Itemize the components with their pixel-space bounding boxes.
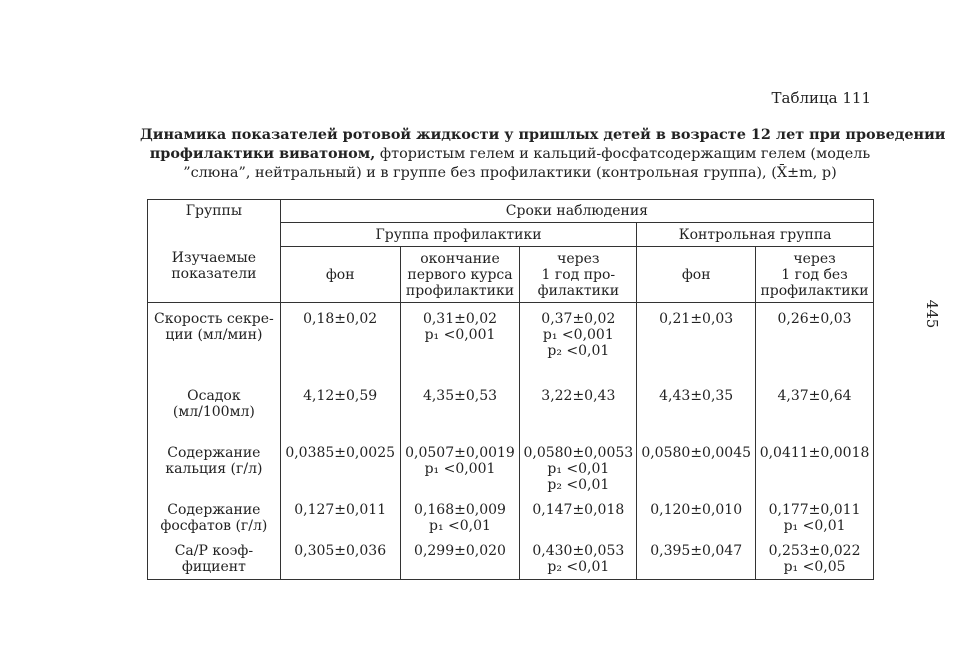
data-cell: 0,0580±0,0053 p₁ <0,01 p₂ <0,01 bbox=[520, 438, 637, 495]
data-cell: 0,0385±0,0025 bbox=[280, 438, 400, 495]
data-cell: 0,0411±0,0018 bbox=[756, 438, 874, 495]
data-cell: 0,21±0,03 bbox=[637, 303, 756, 381]
header-control-group: Контрольная группа bbox=[637, 223, 874, 247]
header-col-control-baseline: фон bbox=[637, 247, 756, 303]
data-cell: 0,430±0,053 p₂ <0,01 bbox=[520, 536, 637, 580]
data-cell: 0,26±0,03 bbox=[756, 303, 874, 381]
header-prophylaxis-group: Группа профилактики bbox=[280, 223, 637, 247]
header-observation-terms: Сроки наблюдения bbox=[280, 200, 873, 223]
data-cell: 0,127±0,011 bbox=[280, 495, 400, 536]
data-cell: 0,37±0,02 p₁ <0,001 p₂ <0,01 bbox=[520, 303, 637, 381]
page-number: 445 bbox=[923, 299, 941, 329]
data-cell: 0,305±0,036 bbox=[280, 536, 400, 580]
data-cell: 0,31±0,02 p₁ <0,001 bbox=[400, 303, 520, 381]
table-caption bbox=[140, 125, 946, 183]
data-cell: 0,18±0,02 bbox=[280, 303, 400, 381]
data-cell: 0,168±0,009 p₁ <0,01 bbox=[400, 495, 520, 536]
data-cell: 0,395±0,047 bbox=[637, 536, 756, 580]
table-row bbox=[148, 495, 874, 536]
header-col-end-of-course: окончание первого курса профилактики bbox=[400, 247, 520, 303]
header-col-control-after-year: через 1 год без профилактики bbox=[756, 247, 874, 303]
row-label: Ca/P коэф- фициент bbox=[148, 536, 281, 580]
header-indicators: Изучаемые показатели bbox=[148, 247, 281, 303]
data-table bbox=[147, 199, 874, 580]
data-cell: 3,22±0,43 bbox=[520, 381, 637, 438]
data-cell: 4,35±0,53 bbox=[400, 381, 520, 438]
data-cell: 0,299±0,020 bbox=[400, 536, 520, 580]
caption-line-1: Динамика показателей ротовой жидкости у пришлых детей в возрасте 12 лет при проведении bbox=[140, 126, 946, 143]
table-body bbox=[148, 303, 874, 580]
table-row bbox=[148, 303, 874, 381]
data-cell: 0,120±0,010 bbox=[637, 495, 756, 536]
header-groups: Группы bbox=[148, 200, 281, 223]
data-cell: 0,177±0,011 p₁ <0,01 bbox=[756, 495, 874, 536]
table-row bbox=[148, 438, 874, 495]
row-label: Осадок (мл/100мл) bbox=[148, 381, 281, 438]
data-cell: 0,0580±0,0045 bbox=[637, 438, 756, 495]
header-col-baseline: фон bbox=[280, 247, 400, 303]
caption-line-2-bold: профилактики виватоном, bbox=[149, 145, 376, 162]
caption-line-2-rest: фтористым гелем и кальций-фосфатсодержащим гелем (модель bbox=[375, 146, 871, 162]
caption-line-3: ”слюна”, нейтральный) и в группе без профилактики (контрольная группа), (X̄±m, p) bbox=[183, 165, 837, 181]
header-corner-gap bbox=[148, 223, 281, 247]
data-cell: 0,147±0,018 bbox=[520, 495, 637, 536]
row-label: Содержание кальция (г/л) bbox=[148, 438, 281, 495]
data-cell: 4,43±0,35 bbox=[637, 381, 756, 438]
table-row bbox=[148, 381, 874, 438]
row-label: Содержание фосфатов (г/л) bbox=[148, 495, 281, 536]
header-col-after-year: через 1 год про- филактики bbox=[520, 247, 637, 303]
table-label: Таблица 111 bbox=[771, 89, 871, 107]
data-cell: 0,0507±0,0019 p₁ <0,001 bbox=[400, 438, 520, 495]
data-cell: 4,12±0,59 bbox=[280, 381, 400, 438]
row-label: Скорость секре- ции (мл/мин) bbox=[148, 303, 281, 381]
data-cell: 0,253±0,022 p₁ <0,05 bbox=[756, 536, 874, 580]
data-cell: 4,37±0,64 bbox=[756, 381, 874, 438]
table-row bbox=[148, 536, 874, 580]
